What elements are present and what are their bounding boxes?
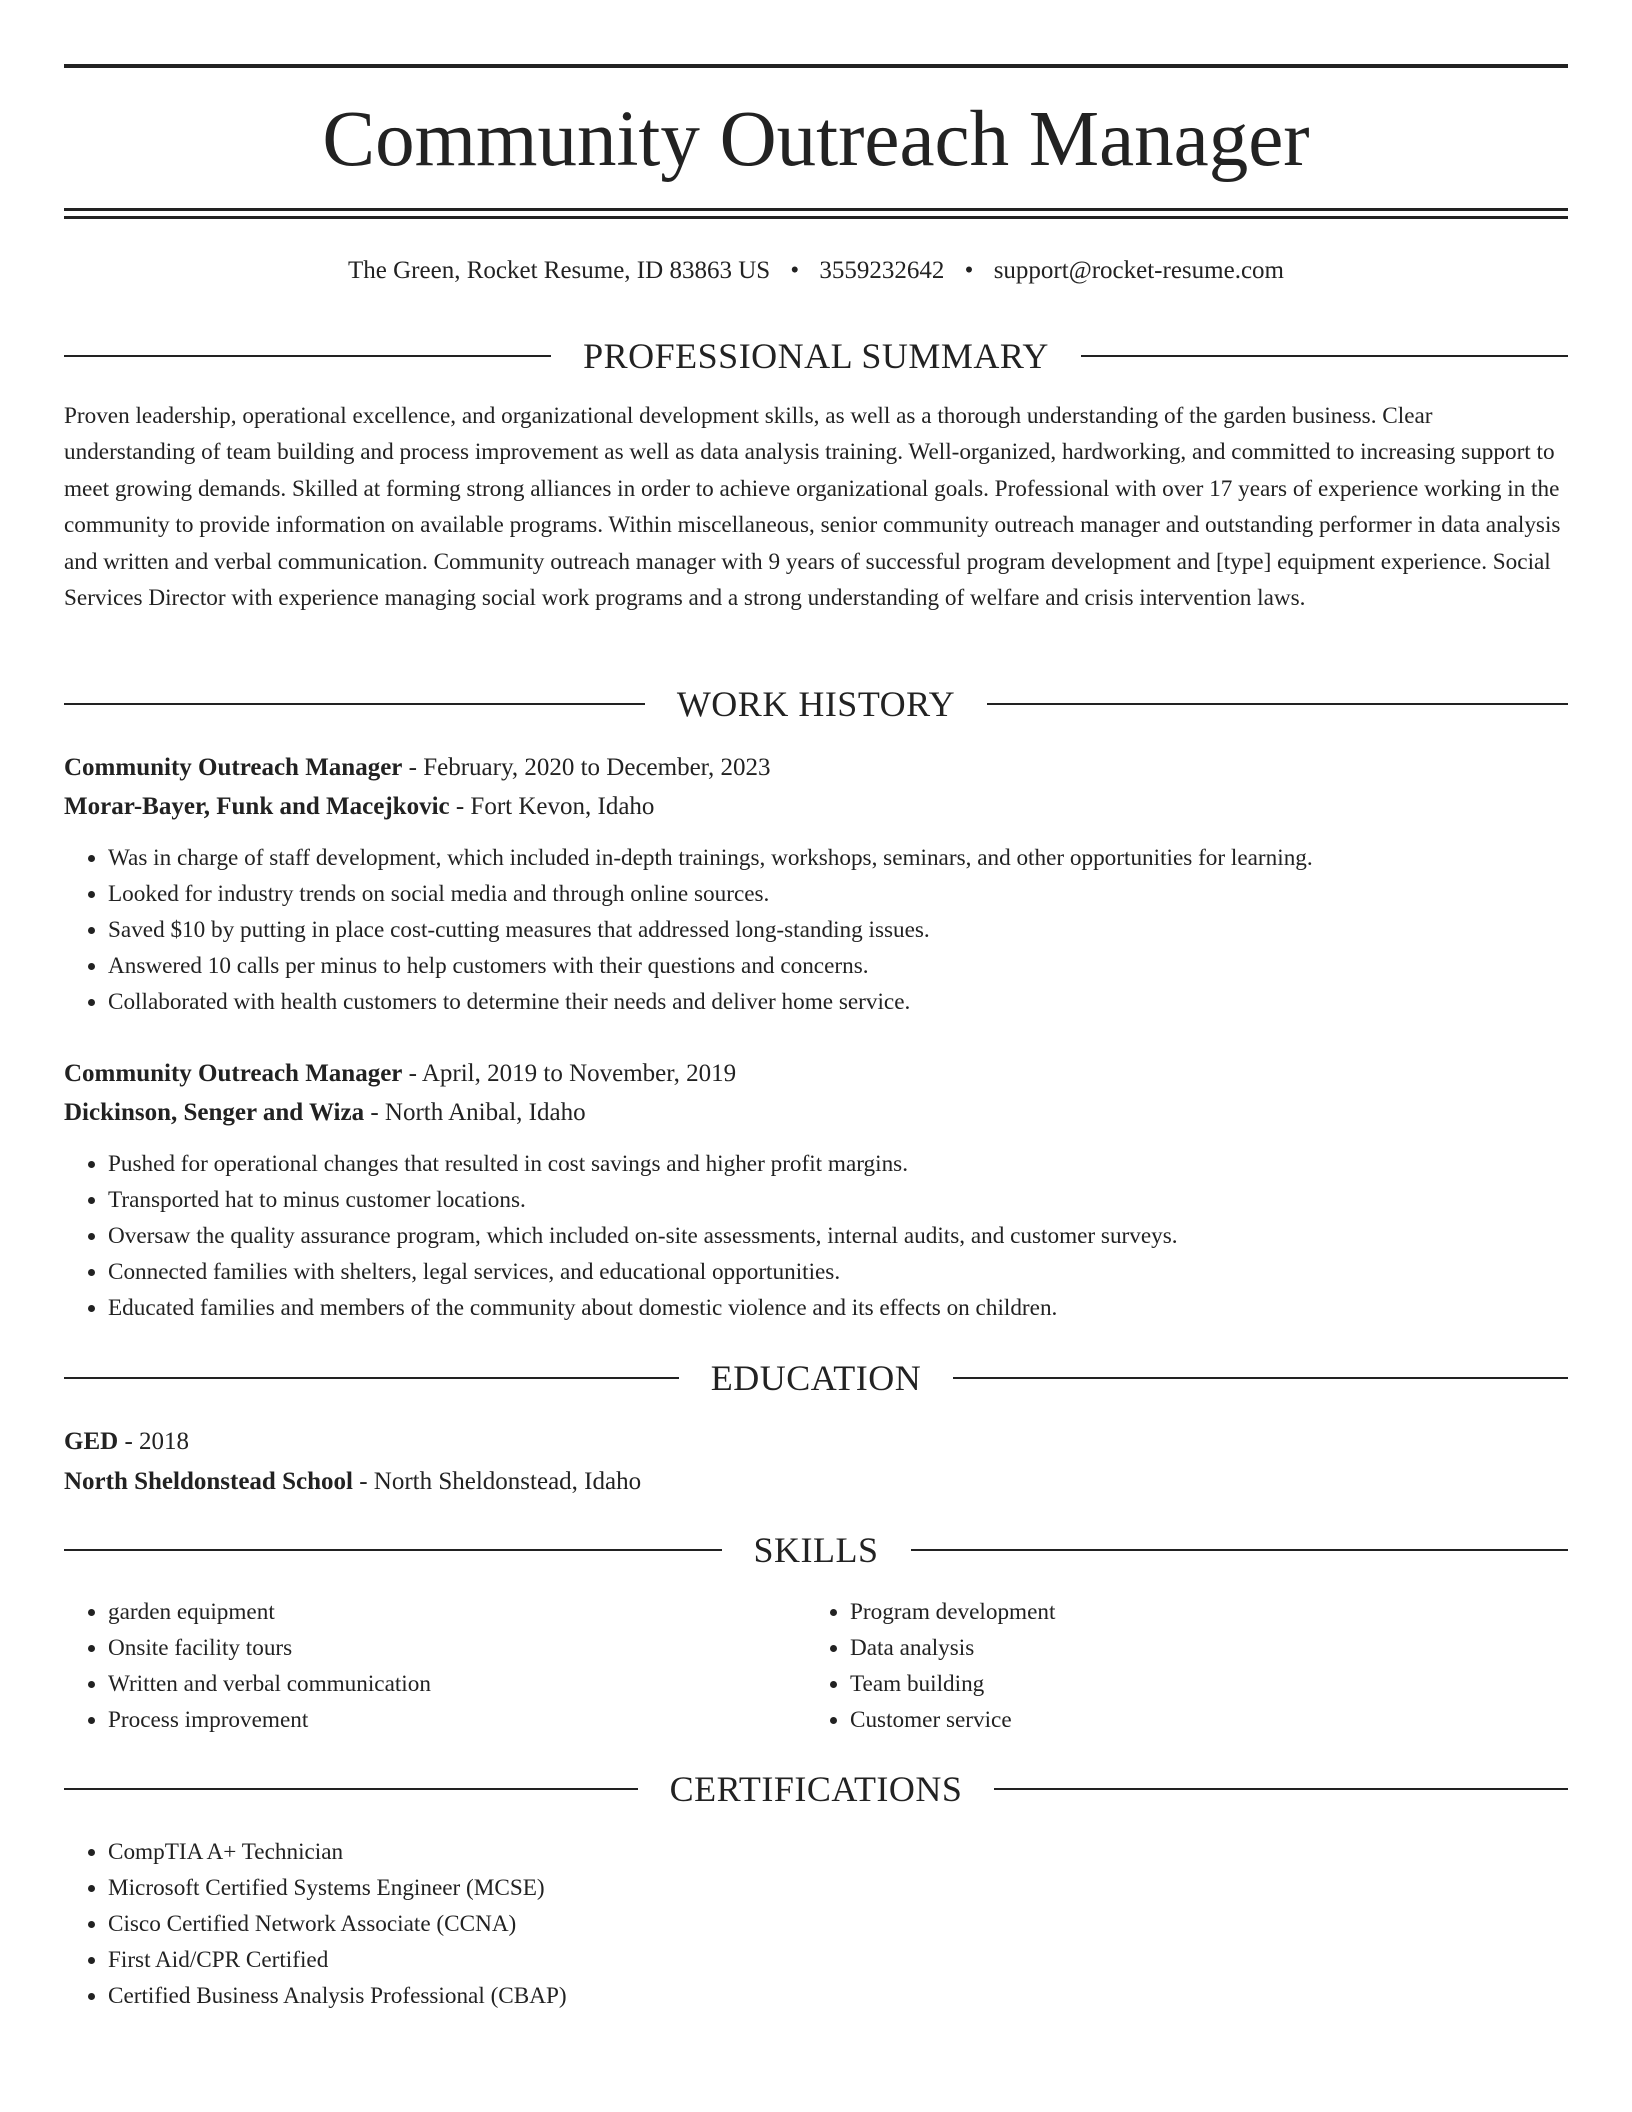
heading-rule-right <box>953 1377 1568 1379</box>
job-entry <box>64 1054 1568 1326</box>
job-bullet: • Oversaw the quality assurance program, which included on-site assessments, internal audits, and customer surveys. <box>108 1218 1568 1254</box>
title-rule-lower <box>64 216 1568 219</box>
education-degree: GED <box>64 1428 119 1455</box>
section-title: PROFESSIONAL SUMMARY <box>583 336 1049 376</box>
heading-rule-right <box>1081 355 1568 357</box>
heading-rule-left <box>64 1377 679 1379</box>
section-heading-work-history <box>64 682 1568 726</box>
job-location: - North Anibal, Idaho <box>364 1099 586 1126</box>
certifications-list <box>64 1834 1568 2014</box>
job-bullet: • Was in charge of staff development, which included in-depth trainings, workshops, seminars, and other opportunities for learning. <box>108 840 1568 876</box>
job-title-line <box>64 748 1568 787</box>
skill-item: • Data analysis <box>850 1630 1568 1666</box>
section-title: EDUCATION <box>710 1358 922 1398</box>
heading-rule-left <box>64 355 551 357</box>
education-entry <box>64 1422 1568 1502</box>
contact-separator: • <box>790 257 800 284</box>
contact-phone: 3559232642 <box>819 257 945 284</box>
job-bullet: • Connected families with shelters, legal services, and educational opportunities. <box>108 1254 1568 1290</box>
job-entry <box>64 748 1568 1020</box>
skill-item: • Onsite facility tours <box>108 1630 806 1666</box>
section-heading-education <box>64 1356 1568 1400</box>
skill-item: • garden equipment <box>108 1594 806 1630</box>
heading-rule-left <box>64 703 645 705</box>
certification-item: • Cisco Certified Network Associate (CCNA) <box>108 1906 1568 1942</box>
job-bullet: • Educated families and members of the community about domestic violence and its effects on children. <box>108 1290 1568 1326</box>
education-location: - North Sheldonstead, Idaho <box>352 1468 642 1495</box>
job-bullet: • Pushed for operational changes that resulted in cost savings and higher profit margins. <box>108 1146 1568 1182</box>
job-company: Dickinson, Senger and Wiza <box>64 1099 365 1126</box>
contact-email: support@rocket-resume.com <box>993 257 1284 284</box>
job-bullet: • Collaborated with health customers to determine their needs and deliver home service. <box>108 984 1568 1020</box>
job-dates: - April, 2019 to November, 2019 <box>402 1060 737 1087</box>
skill-item: • Program development <box>850 1594 1568 1630</box>
job-bullet: • Answered 10 calls per minus to help customers with their questions and concerns. <box>108 948 1568 984</box>
skill-item: • Written and verbal communication <box>108 1666 806 1702</box>
title-rule-upper <box>64 208 1568 211</box>
education-degree-line <box>64 1422 1568 1462</box>
job-title-line <box>64 1054 1568 1093</box>
job-bullet: • Transported hat to minus customer locations. <box>108 1182 1568 1218</box>
skill-item: • Process improvement <box>108 1702 806 1738</box>
contact-separator: • <box>964 257 974 284</box>
job-title: Community Outreach Manager <box>64 754 403 781</box>
skill-item: • Team building <box>850 1666 1568 1702</box>
contact-line <box>64 254 1568 288</box>
skill-item: • Customer service <box>850 1702 1568 1738</box>
job-company-line <box>64 1093 1568 1132</box>
job-dates: - February, 2020 to December, 2023 <box>402 754 771 781</box>
skills-column-right <box>806 1594 1568 1738</box>
job-title: Community Outreach Manager <box>64 1060 403 1087</box>
heading-rule-right <box>994 1788 1568 1790</box>
job-bullet: • Saved $10 by putting in place cost-cutting measures that addressed long-standing issues. <box>108 912 1568 948</box>
education-school-line <box>64 1462 1568 1502</box>
education-school: North Sheldonstead School <box>64 1468 353 1495</box>
certification-item: • First Aid/CPR Certified <box>108 1942 1568 1978</box>
section-title: CERTIFICATIONS <box>669 1769 963 1809</box>
job-company-line <box>64 787 1568 826</box>
education-year: - 2018 <box>118 1428 190 1455</box>
certification-item: • CompTIA A+ Technician <box>108 1834 1568 1870</box>
heading-rule-left <box>64 1549 722 1551</box>
heading-rule-right <box>987 703 1568 705</box>
summary-paragraph: Proven leadership, operational excellence, and organizational development skills, as well as a thorough understanding of the garden business. Clear understanding of team building and process improvement as well as data analysis training. Well-organized, hardworking, and committed to increasing support to meet growing demands. Skilled at forming strong alliances in order to achieve organizational goals. Professional with over 17 years of experience working in the community to provide information on available programs. Within miscellaneous, senior community outreach manager and outstanding performer in data analysis and written and verbal communication. Community outreach manager with 9 years of successful program development and [type] equipment experience. Social Services Director with experience managing social work programs and a strong understanding of welfare and crisis intervention laws. <box>64 403 1561 612</box>
certifications-items <box>64 1834 1568 2014</box>
section-title: SKILLS <box>753 1530 879 1570</box>
section-heading-certifications <box>64 1767 1568 1811</box>
resume-title: Community Outreach Manager <box>322 96 1310 183</box>
job-company: Morar-Bayer, Funk and Macejkovic <box>64 793 450 820</box>
contact-address: The Green, Rocket Resume, ID 83863 US <box>348 257 771 284</box>
skills-list <box>64 1594 1568 1738</box>
skills-column-left <box>64 1594 806 1738</box>
top-rule <box>64 64 1568 68</box>
job-location: - Fort Kevon, Idaho <box>449 793 655 820</box>
job-bullets <box>64 1146 1568 1326</box>
heading-rule-left <box>64 1788 638 1790</box>
certification-item: • Certified Business Analysis Professional (CBAP) <box>108 1978 1568 2014</box>
section-title: WORK HISTORY <box>676 684 956 724</box>
section-heading-skills <box>64 1528 1568 1572</box>
job-bullets <box>64 840 1568 1020</box>
section-heading-summary <box>64 334 1568 378</box>
heading-rule-right <box>911 1549 1569 1551</box>
job-bullet: • Looked for industry trends on social media and through online sources. <box>108 876 1568 912</box>
certification-item: • Microsoft Certified Systems Engineer (MCSE) <box>108 1870 1568 1906</box>
